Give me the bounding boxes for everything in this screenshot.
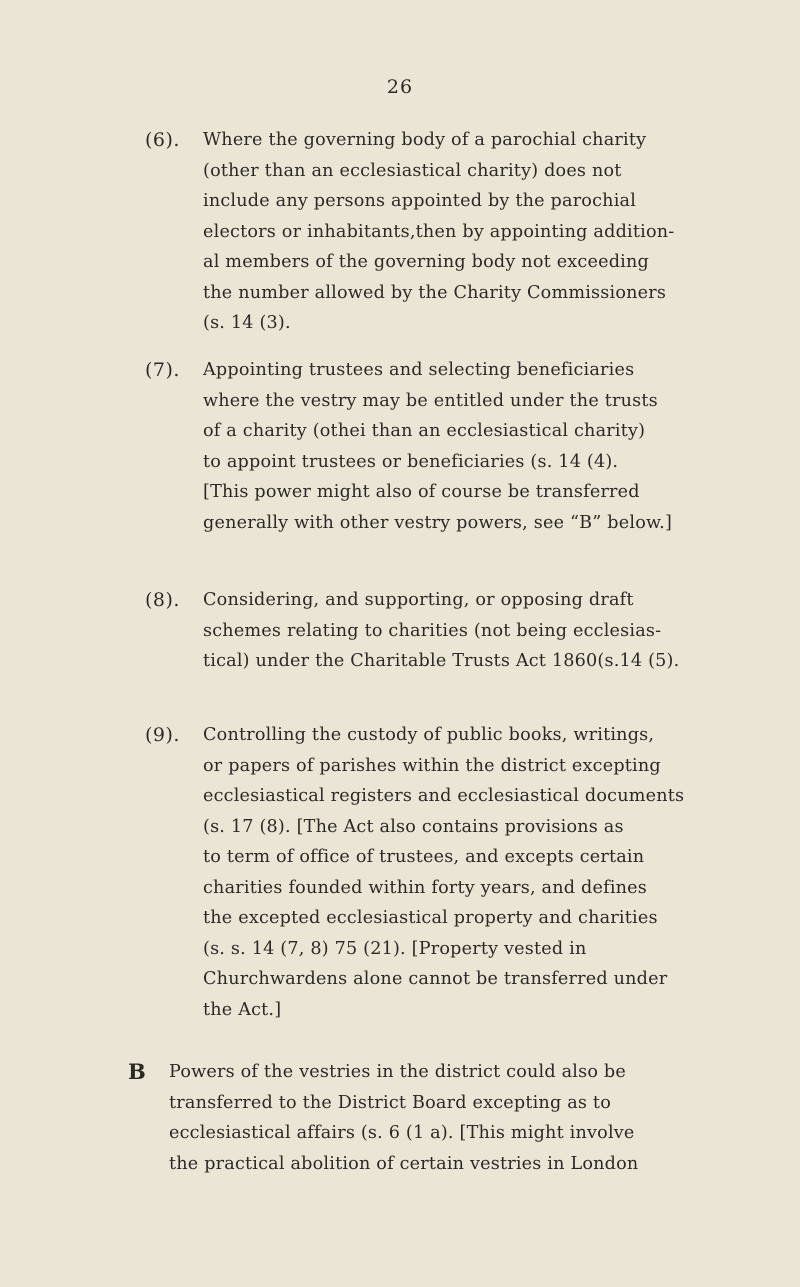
clause-marker: (8). (145, 589, 180, 611)
text-line: the number allowed by the Charity Commissioners (203, 282, 667, 303)
section-b (0, 1057, 800, 1179)
text-line: to term of office of trustees, and excepts certain (203, 847, 645, 867)
clause-marker: (6). (145, 129, 180, 151)
text-line: ecclesiastical affairs (s. 6 (1 a). [This might involve (169, 1123, 635, 1143)
text-line: of a charity (othei than an ecclesiastical charity) (203, 421, 646, 441)
clause-9 (0, 720, 800, 1025)
text-line: generally with other vestry powers, see “B” below.] (203, 512, 673, 533)
text-line: tical) under the Charitable Trusts Act 1860(s.14 (5). (203, 651, 680, 671)
text-line: to appoint trustees or beneficiaries (s. 14 (4). (203, 451, 619, 472)
text-line: ecclesiastical registers and ecclesiastical documents (203, 786, 685, 806)
text-line: [This power might also of course be transferred (203, 482, 640, 502)
text-line: Where the governing body of a parochial charity (203, 130, 647, 150)
clause-8 (0, 585, 800, 677)
text-line: the Act.] (203, 999, 282, 1020)
text-line: (s. 17 (8). [The Act also contains provisions as (203, 816, 624, 837)
text-line: the excepted ecclesiastical property and charities (203, 908, 658, 928)
text-line: or papers of parishes within the district excepting (203, 755, 661, 776)
text-line: (other than an ecclesiastical charity) does not (203, 160, 622, 181)
clause-marker: (7). (145, 359, 180, 381)
text-line: the practical abolition of certain vestries in London (169, 1153, 639, 1174)
text-line: include any persons appointed by the parochial (203, 191, 637, 211)
text-line: al members of the governing body not exceeding (203, 252, 649, 272)
text-line: charities founded within forty years, and defines (203, 877, 648, 898)
text-line: schemes relating to charities (not being ecclesias- (203, 620, 662, 641)
clause-6 (0, 125, 800, 339)
text-line: (s. s. 14 (7, 8) 75 (21). [Property vested in (203, 938, 587, 959)
text-line: Churchwardens alone cannot be transferred under (203, 969, 668, 989)
text-line: (s. 14 (3). (203, 313, 291, 333)
text-line: Powers of the vestries in the district could also be (169, 1062, 627, 1082)
clause-marker: (9). (145, 724, 180, 746)
clause-7 (0, 355, 800, 538)
text-line: electors or inhabitants,then by appointing addition- (203, 221, 675, 242)
text-line: Controlling the custody of public books, writings, (203, 725, 655, 745)
section-marker: B (128, 1059, 147, 1084)
text-line: transferred to the District Board excepting as to (169, 1092, 611, 1113)
page-number: 26 (386, 76, 414, 98)
text-line: where the vestry may be entitled under the trusts (203, 390, 658, 411)
text-line: Appointing trustees and selecting beneficiaries (203, 360, 635, 380)
text-line: Considering, and supporting, or opposing draft (203, 590, 634, 610)
